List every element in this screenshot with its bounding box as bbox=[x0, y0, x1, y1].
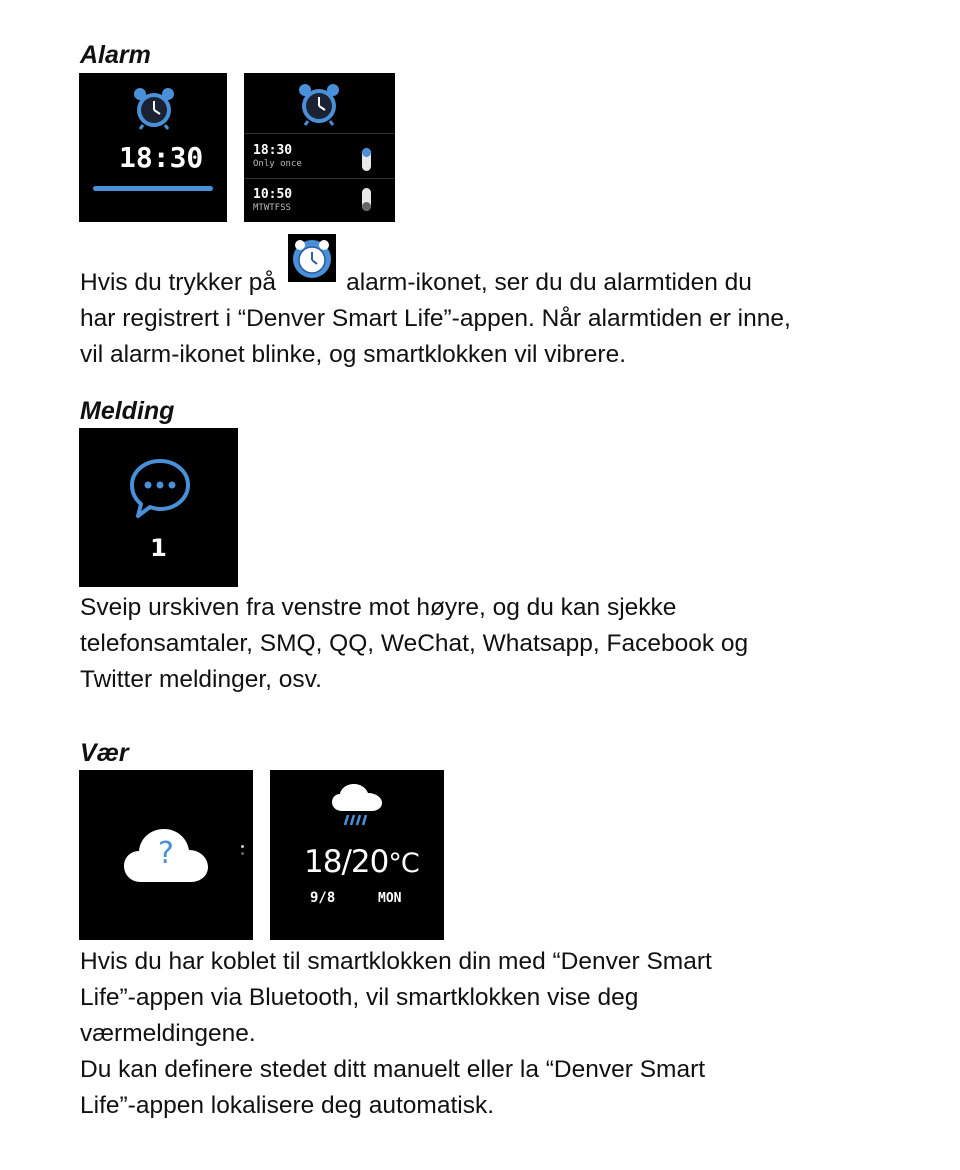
alarm-text-line-1: Hvis du trykker på alarm-ikonet, ser du du alarmtiden du bbox=[80, 248, 910, 301]
weather-date: 9/8 bbox=[310, 890, 336, 906]
alarm-text-line-2: har registrert i “Denver Smart Life”-appen. Når alarmtiden er inne, bbox=[80, 305, 791, 332]
weather-day: MON bbox=[378, 891, 402, 906]
message-screen bbox=[79, 428, 238, 587]
alarm-time: 18:30 bbox=[119, 141, 204, 174]
weather-text-line-5: Life”-appen lokalisere deg automatisk. bbox=[80, 1092, 495, 1119]
alarm-clock-screen bbox=[79, 73, 227, 222]
divider bbox=[244, 133, 395, 134]
message-text-line-1: Sveip urskiven fra venstre mot høyre, og du kan sjekke bbox=[80, 594, 677, 621]
alarm-toggle-off[interactable] bbox=[362, 188, 371, 211]
rain-cloud-icon bbox=[331, 783, 383, 831]
message-text-line-2: telefonsamtaler, SMQ, QQ, WeChat, Whatsapp, Facebook og bbox=[80, 630, 749, 657]
alarm-item-repeat: Only once bbox=[253, 159, 302, 169]
alarm-clock-icon bbox=[288, 234, 336, 282]
alarm-item-time: 18:30 bbox=[253, 143, 293, 158]
alarm-button-icon bbox=[288, 234, 336, 282]
divider bbox=[244, 178, 395, 179]
message-description bbox=[80, 590, 910, 698]
message-text-line-3: Twitter meldinger, osv. bbox=[80, 666, 322, 693]
message-heading: Melding bbox=[80, 397, 175, 425]
alarm-clock-icon bbox=[296, 81, 342, 127]
alarm-description bbox=[80, 248, 910, 373]
weather-unknown-screen bbox=[79, 770, 253, 940]
weather-text-line-3: værmeldingene. bbox=[80, 1020, 256, 1047]
weather-heading: Vær bbox=[80, 739, 129, 767]
alarm-heading: Alarm bbox=[80, 41, 151, 69]
alarm-text-line-3: vil alarm-ikonet blinke, og smartklokken vil vibrere. bbox=[80, 341, 626, 368]
alarm-list-screen bbox=[244, 73, 395, 222]
chat-bubble-icon bbox=[127, 456, 193, 520]
alarm-toggle-on[interactable] bbox=[362, 148, 371, 171]
weather-forecast-screen bbox=[270, 770, 444, 940]
alarm-clock-icon bbox=[131, 85, 177, 131]
weather-description bbox=[80, 944, 910, 1124]
unknown-weather-symbol: ? bbox=[158, 836, 174, 871]
alarm-item-time: 10:50 bbox=[253, 187, 293, 202]
weather-text-line-1: Hvis du har koblet til smartklokken din med “Denver Smart bbox=[80, 948, 712, 975]
page-indicator-dot bbox=[241, 852, 244, 855]
page-indicator-dot bbox=[241, 845, 244, 848]
temperature-range: 18/20°C bbox=[304, 844, 419, 880]
alarm-item-repeat: MTWTFSS bbox=[253, 203, 291, 213]
weather-text-line-4: Du kan definere stedet ditt manuelt eller la “Denver Smart bbox=[80, 1056, 706, 1083]
message-count: 1 bbox=[150, 534, 167, 562]
weather-text-line-2: Life”-appen via Bluetooth, vil smartklokken vise deg bbox=[80, 984, 639, 1011]
alarm-progress-bar bbox=[93, 186, 213, 191]
